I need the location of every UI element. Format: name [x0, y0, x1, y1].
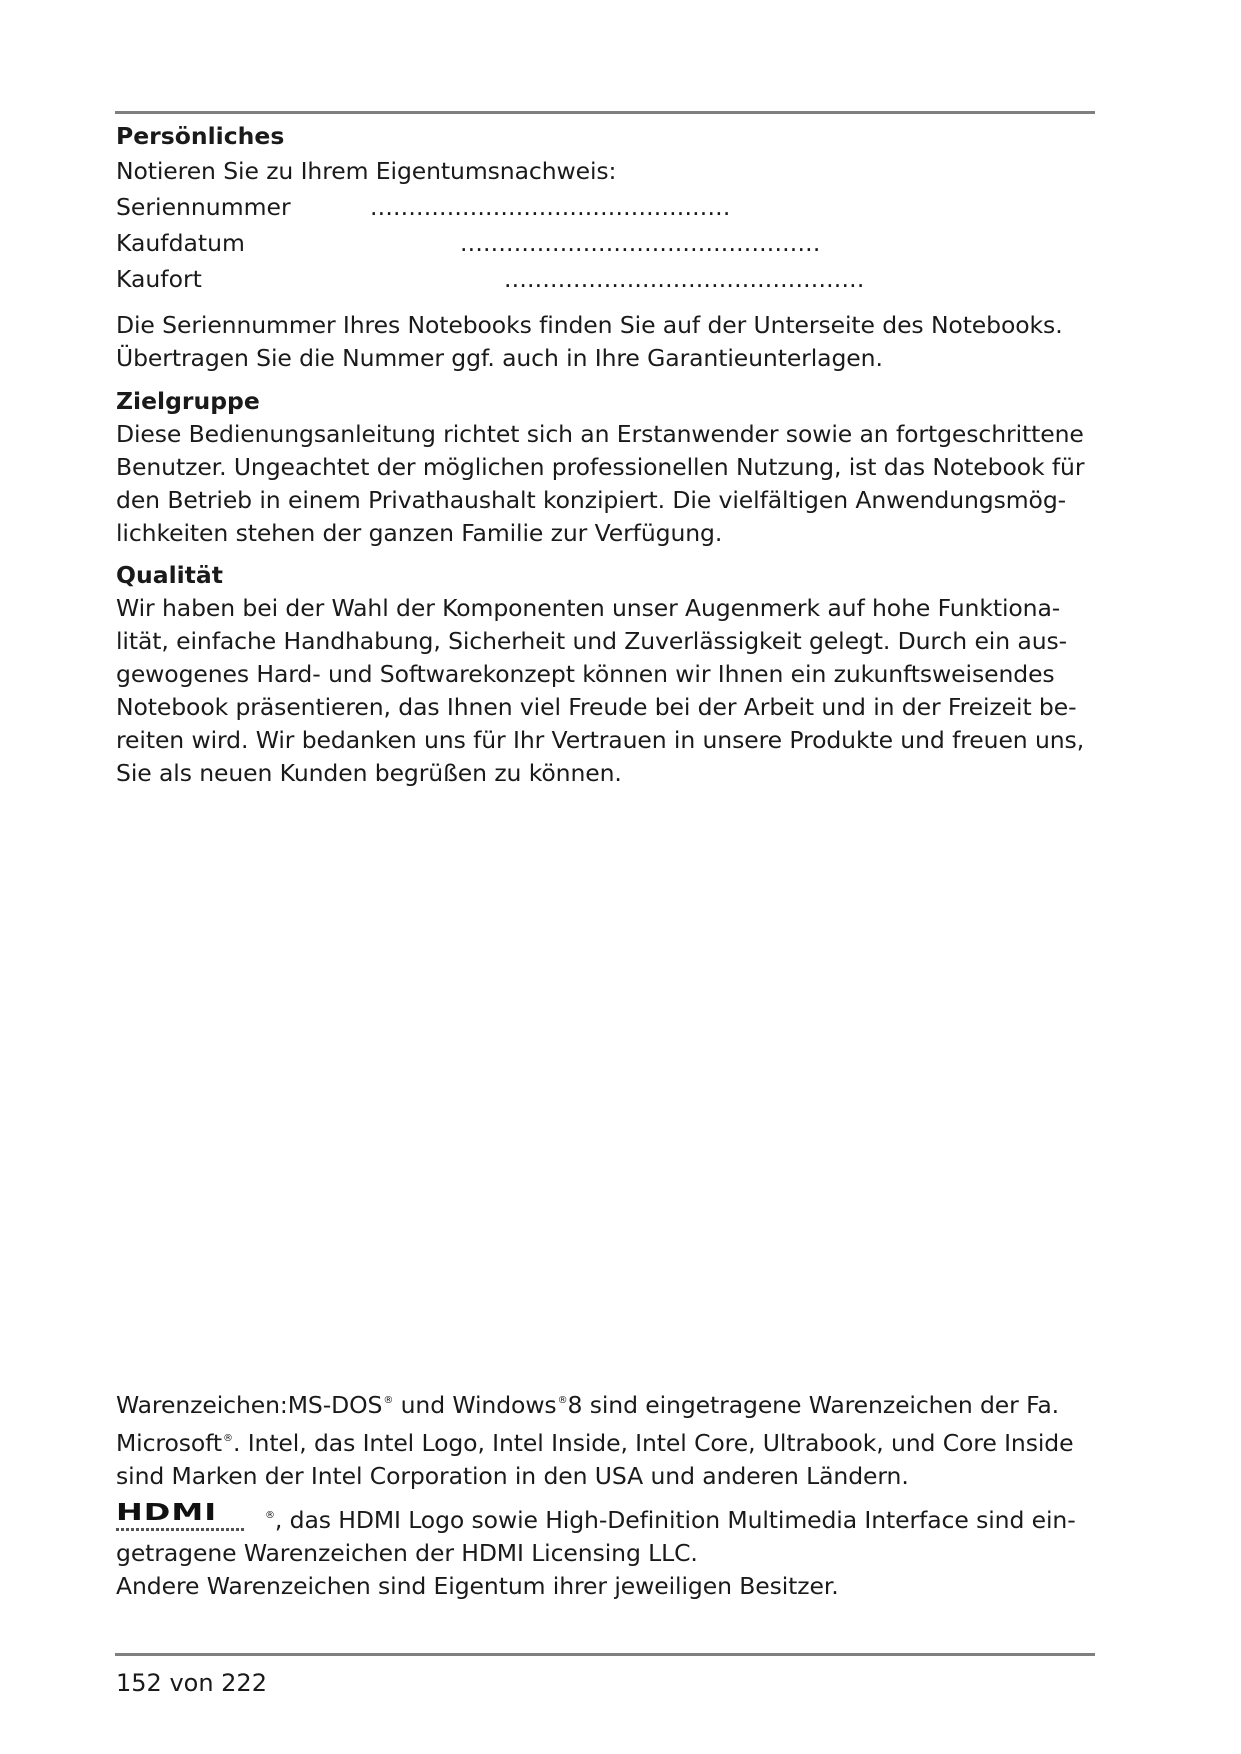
paragraph-line: lität, einfache Handhabung, Sicherheit und Zuverlässigkeit gelegt. Durch ein aus-	[116, 627, 1068, 655]
field-row-purchase-date	[116, 225, 1096, 261]
paragraph-line: reiten wird. Wir bedanken uns für Ihr Vertrauen in unsere Produkte und freuen uns,	[116, 726, 1085, 754]
personal-section	[116, 120, 1096, 375]
hdmi-line-1: HDMI ®, das HDMI Logo sowie High-Definition Multimedia Interface sind ein-	[116, 1498, 1076, 1534]
paragraph-line: Übertragen Sie die Nummer ggf. auch in Ihre Garantieunterlagen.	[116, 344, 883, 372]
paragraph-line: den Betrieb in einem Privathaushalt konzipiert. Die vielfältigen Anwendungsmög-	[116, 486, 1067, 514]
personal-intro: Notieren Sie zu Ihrem Eigentumsnachweis:	[116, 157, 617, 185]
trademark-line-2: Microsoft®. Intel, das Intel Logo, Intel Inside, Intel Core, Ultrabook, und Core Inside	[116, 1429, 1074, 1457]
trademark-line-3: sind Marken der Intel Corporation in den USA und anderen Ländern.	[116, 1462, 909, 1490]
field-dots: ...............................................	[460, 229, 821, 257]
section-heading: Zielgruppe	[116, 387, 260, 415]
qualitaet-section	[116, 559, 1096, 790]
other-trademarks: Andere Warenzeichen sind Eigentum ihrer jeweiligen Besitzer.	[116, 1572, 839, 1600]
section-heading: Persönliches	[116, 122, 285, 150]
registered-symbol: ®	[265, 1510, 275, 1521]
paragraph-line: Sie als neuen Kunden begrüßen zu können.	[116, 759, 622, 787]
hdmi-line-2: getragene Warenzeichen der HDMI Licensing LLC.	[116, 1539, 698, 1567]
paragraph-line: Die Seriennummer Ihres Notebooks finden Sie auf der Unterseite des Notebooks.	[116, 311, 1063, 339]
paragraph-line: gewogenes Hard- und Softwarekonzept können wir Ihnen ein zukunftsweisendes	[116, 660, 1055, 688]
field-dots: ...............................................	[370, 193, 731, 221]
registered-symbol: ®	[383, 1395, 394, 1406]
hdmi-logo-subtitle	[116, 1528, 244, 1531]
paragraph-line: lichkeiten stehen der ganzen Familie zur Verfügung.	[116, 519, 723, 547]
bottom-rule	[115, 1653, 1095, 1656]
zielgruppe-section	[116, 385, 1096, 550]
paragraph-line: Diese Bedienungsanleitung richtet sich an Erstanwender sowie an fortgeschrittene	[116, 420, 1084, 448]
field-row-serial	[116, 189, 1096, 225]
page-number: 152 von 222	[116, 1669, 267, 1697]
field-dots: ...............................................	[504, 265, 865, 293]
section-heading: Qualität	[116, 561, 224, 589]
trademark-line-1: Warenzeichen:MS-DOS® und Windows®8 sind eingetragene Warenzeichen der Fa.	[116, 1391, 1060, 1419]
field-label: Seriennummer	[116, 193, 291, 221]
field-label: Kaufort	[116, 265, 202, 293]
trademarks-section	[116, 1384, 1096, 1603]
paragraph-line: Wir haben bei der Wahl der Komponenten unser Augenmerk auf hohe Funktiona-	[116, 594, 1061, 622]
registered-symbol: ®	[223, 1433, 233, 1444]
field-label: Kaufdatum	[116, 229, 245, 257]
registered-symbol: ®	[557, 1395, 568, 1406]
paragraph-line: Notebook präsentieren, das Ihnen viel Freude bei der Arbeit und in der Freizeit be-	[116, 693, 1077, 721]
paragraph-line: Benutzer. Ungeachtet der möglichen professionellen Nutzung, ist das Notebook für	[116, 453, 1085, 481]
hdmi-logo: HDMI	[116, 1500, 256, 1534]
top-rule	[115, 111, 1095, 114]
field-row-purchase-place	[116, 261, 1096, 297]
